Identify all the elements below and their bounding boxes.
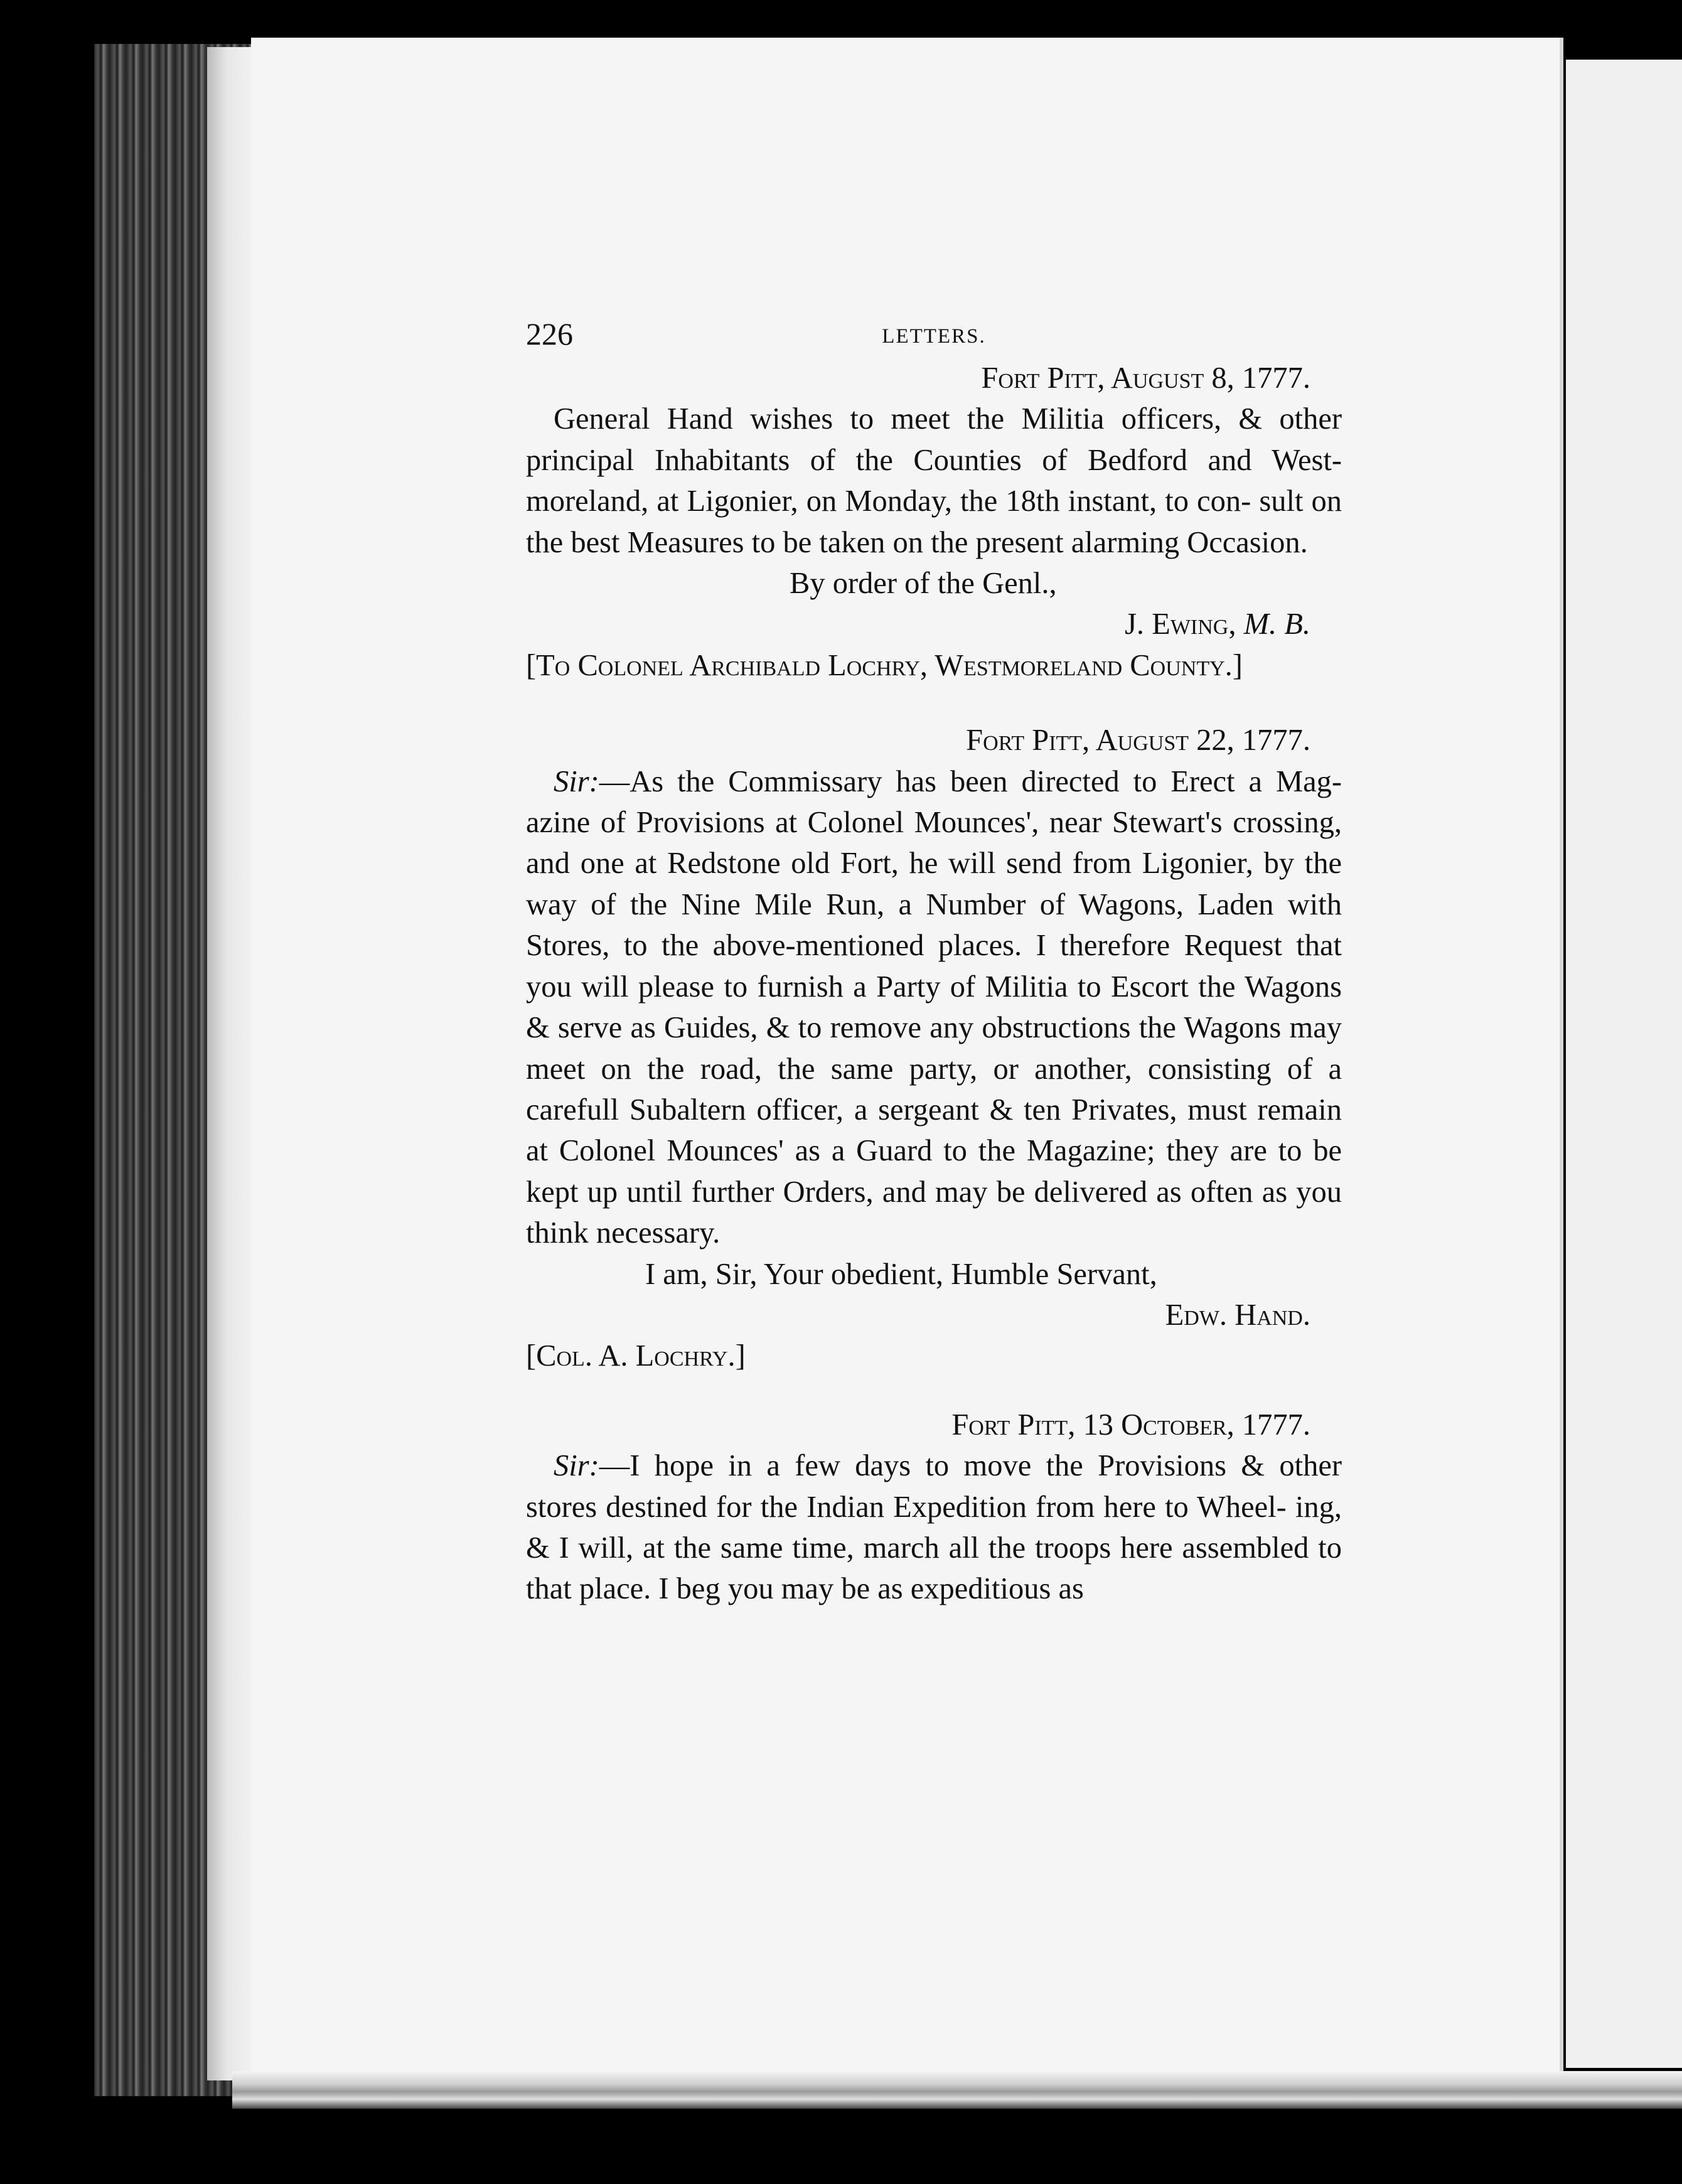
salutation: Sir: <box>554 764 599 798</box>
body-line: crossing, and one at Redstone old Fort, he will send from <box>526 806 1342 881</box>
body-line: Wagons, Laden with Stores, to the above-mentioned places. <box>526 887 1342 963</box>
body-line: General Hand wishes to meet the Militia officers, & other <box>554 402 1342 436</box>
body-line: moreland, at Ligonier, on Monday, the 18th instant, to con- <box>526 484 1251 518</box>
body-line: —As the Commissary has been directed to Erect a Mag- <box>599 764 1342 798</box>
page-text <box>526 314 1342 1610</box>
body-line: Militia to Escort the Wagons & serve as Guides, & to <box>526 970 1342 1045</box>
letter-2-body <box>526 761 1342 1254</box>
body-line: sult on the best Measures to be taken on the present alarming <box>526 484 1342 559</box>
spacer <box>526 686 1342 720</box>
page-number: 226 <box>526 316 573 351</box>
letter-3-body <box>526 1445 1342 1610</box>
body-line: assembled to that place. I beg you may be as expeditious as <box>526 1531 1342 1606</box>
body-line: stores destined for the Indian Expedition from here to Wheel- <box>526 1490 1287 1524</box>
body-line: officer, a sergeant & ten Privates, must remain at Colonel <box>526 1093 1342 1168</box>
body-line: until further Orders, and may be delivered as often as you <box>626 1175 1342 1209</box>
letter-2 <box>526 720 1342 1377</box>
body-line: azine of Provisions at Colonel Mounces', near Stewart's <box>526 806 1223 840</box>
body-line: principal Inhabitants of the Counties of Bedford and West- <box>526 443 1342 477</box>
book-bottom-edge <box>232 2071 1682 2109</box>
letter-2-signature: Edw. Hand. <box>1165 1298 1310 1332</box>
spacer <box>526 1377 1342 1405</box>
running-head: LETTERS. <box>882 325 986 348</box>
letter-1 <box>526 358 1342 686</box>
letter-2-closing: I am, Sir, Your obedient, Humble Servant, <box>645 1257 1157 1291</box>
letter-2-addressee: [Col. A. Lochry.] <box>526 1339 746 1373</box>
letter-3 <box>526 1405 1342 1610</box>
body-line: —I hope in a few days to move the Provisions & other <box>599 1449 1342 1483</box>
letter-1-body <box>526 399 1342 563</box>
letter-3-dateline: Fort Pitt, 13 October, 1777. <box>951 1408 1310 1442</box>
page-header <box>526 314 1342 358</box>
body-line: Mounces' as a Guard to the Magazine; they are to be kept up <box>526 1134 1342 1209</box>
body-line: I therefore Request that you will please to furnish a Party of <box>526 929 1342 1004</box>
body-line: think necessary. <box>526 1216 720 1250</box>
page-stack-edge <box>207 47 257 2080</box>
salutation: Sir: <box>554 1449 599 1483</box>
letter-1-dateline: Fort Pitt, August 8, 1777. <box>981 361 1310 395</box>
body-line: ing, & I will, at the same time, march all the troops here <box>526 1490 1342 1565</box>
letter-2-dateline: Fort Pitt, August 22, 1777. <box>966 724 1310 757</box>
signature-name: J. Ewing, <box>1125 608 1236 641</box>
letter-1-addressee: [To Colonel Archibald Lochry, Westmoreland County.] <box>526 648 1243 682</box>
letter-1-signature <box>526 604 1342 645</box>
next-page-strip <box>1566 60 1682 2068</box>
body-line: Occasion. <box>1187 525 1308 559</box>
signature-title: M. B. <box>1243 608 1310 641</box>
body-line: Ligonier, by the way of the Nine Mile Run, a Number of <box>526 847 1342 921</box>
letter-1-closing: By order of the Genl., <box>790 567 1057 601</box>
body-line: remove any obstructions the Wagons may meet on the road, <box>526 1011 1342 1086</box>
body-line: the same party, or another, consisting of a carefull Subaltern <box>526 1052 1342 1127</box>
